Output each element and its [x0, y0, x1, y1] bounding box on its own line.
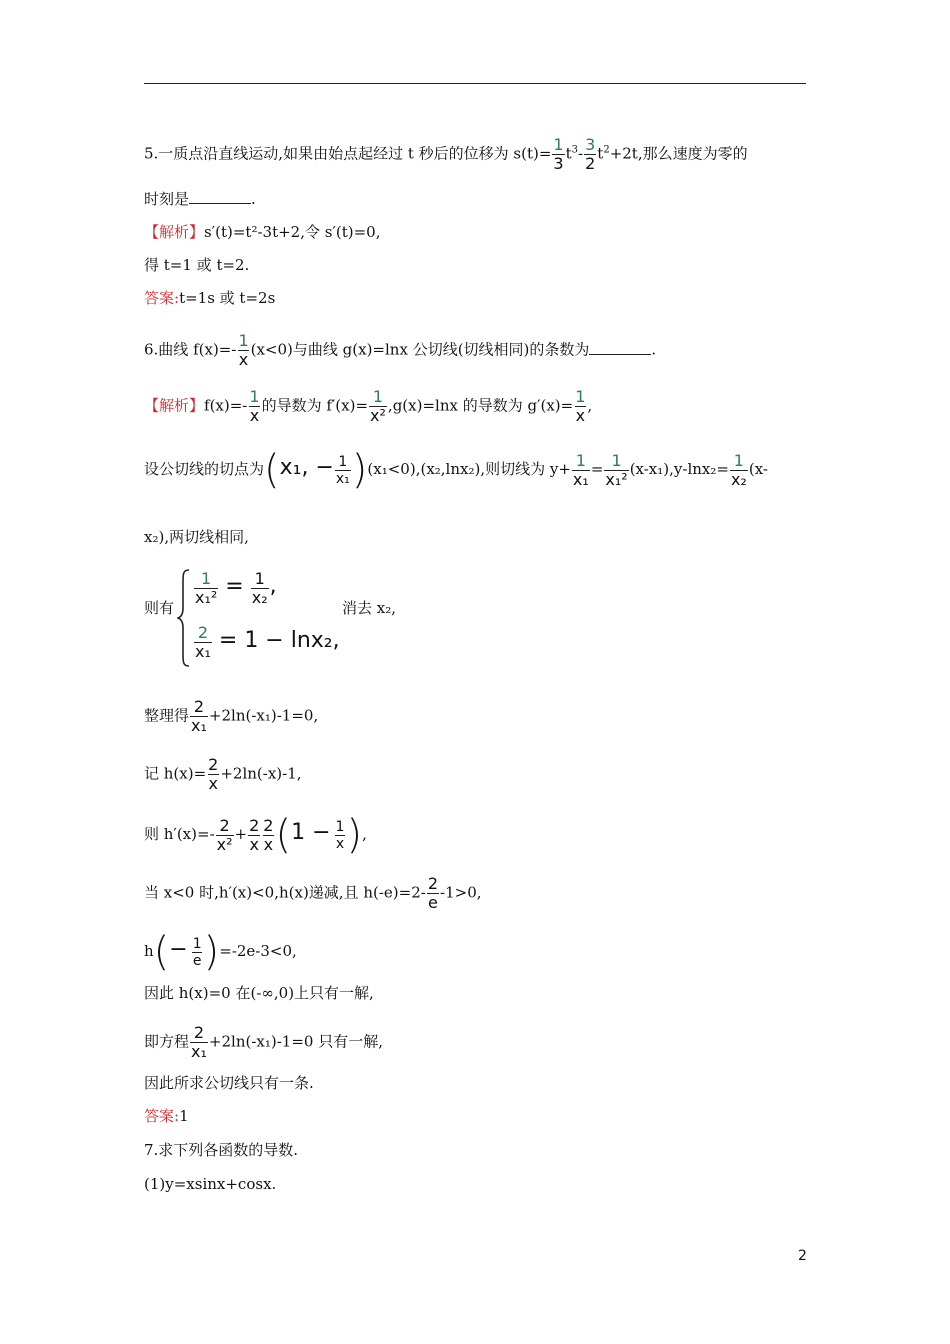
q6-conclusion: 因此所求公切线只有一条.: [144, 1074, 314, 1092]
header-rule: [144, 83, 806, 84]
q6-analysis-1: 【解析】f(x)=- $\frac{1}{x}$ 的导数为 f′(x)= $\frac{1}{\text{x²}}$ ,g(x)=lnx 的导数为 g′(x)= $\frac{1}{x}$ ,: [144, 387, 593, 425]
system-label: 则有: [144, 599, 175, 617]
page-number: 2: [798, 1248, 807, 1264]
q6-monotonic: 当 x<0 时,h′(x)<0,h(x)递减,且 h(-e)=2- $\frac{2}{e}$ -1>0,: [144, 874, 482, 912]
q6-define-h: 记 h(x)= $\frac{2}{x}$ +2ln(-x)-1,: [144, 755, 302, 793]
q6-tangent-line: 设公切线的切点为(x₁, − $\frac{1}{\text{x₁}}$ )(x₁<0),(x₂,lnx₂),则切线为 y+ $\frac{1}{\text{x₁}}$ = $\frac{1}{\text{x₁²}}$ (x-x₁),y-lnx₂= $\frac{1}{\text{x₂}}$ (x-: [144, 447, 768, 493]
q7-part1: (1)y=xsinx+cosx.: [144, 1175, 277, 1193]
answer-blank: [189, 189, 251, 204]
left-brace-icon: [177, 568, 191, 668]
fraction: $\frac{3}{2}$: [585, 135, 596, 173]
q6-derivative-h: 则 h′(x)=- $\frac{2}{\text{x²}}$ + $\frac{2}{x}$ $\frac{2}{x}$ (1 − $\frac{1}{x}$ ),: [144, 812, 367, 858]
q5-line2: 时刻是 .: [144, 190, 256, 208]
q5-analysis: 【解析】s′(t)=t²-3t+2,令 s′(t)=0,: [144, 223, 381, 241]
fraction: $\frac{1}{3}$: [553, 135, 564, 173]
q5-result: 得 t=1 或 t=2.: [144, 256, 250, 274]
q6-one-root: 因此 h(x)=0 在(-∞,0)上只有一解,: [144, 984, 374, 1002]
answer-label: 答案:: [144, 1107, 180, 1125]
answer-blank: [589, 340, 651, 355]
q5-answer: 答案:t=1s 或 t=2s: [144, 289, 276, 307]
q5-line1: 5.一质点沿直线运动,如果由始点起经过 t 秒后的位移为 s(t)= $\frac{1}{3}$ $t^3-$ $\frac{3}{2}$ $t^2+2t$,那么速度为零的: [144, 135, 748, 173]
analysis-label: 【解析】: [144, 396, 205, 415]
q6-answer: 答案:1: [144, 1107, 189, 1125]
q6-same-tangent: x₂),两切线相同,: [144, 528, 249, 546]
q6-equation-one-root: 即方程 $\frac{2}{\text{x₁}}$ +2ln(-x₁)-1=0 只有一解,: [144, 1023, 383, 1061]
q6-question: 6.曲线 f(x)=- $\frac{1}{x}$ (x<0)与曲线 g(x)=lnx 公切线(切线相同)的条数为 .: [144, 331, 657, 369]
q7-title: 7.求下列各函数的导数.: [144, 1141, 299, 1159]
system-equation-2: $\frac{2}{\text{x₁}}$ = 1 − lnx₂,: [195, 623, 340, 661]
system-equation-1: $\frac{1}{\text{x₁²}}$ = $\frac{1}{\text{x₂}}$ ,: [195, 569, 277, 607]
analysis-label: 【解析】: [144, 223, 205, 241]
answer-label: 答案:: [144, 289, 180, 307]
q6-h-value: h(− $\frac{1}{e}$ )=-2e-3<0,: [144, 929, 297, 975]
eliminate-text: 消去 x₂,: [342, 599, 397, 617]
q6-simplify: 整理得 $\frac{2}{\text{x₁}}$ +2ln(-x₁)-1=0,: [144, 697, 319, 735]
